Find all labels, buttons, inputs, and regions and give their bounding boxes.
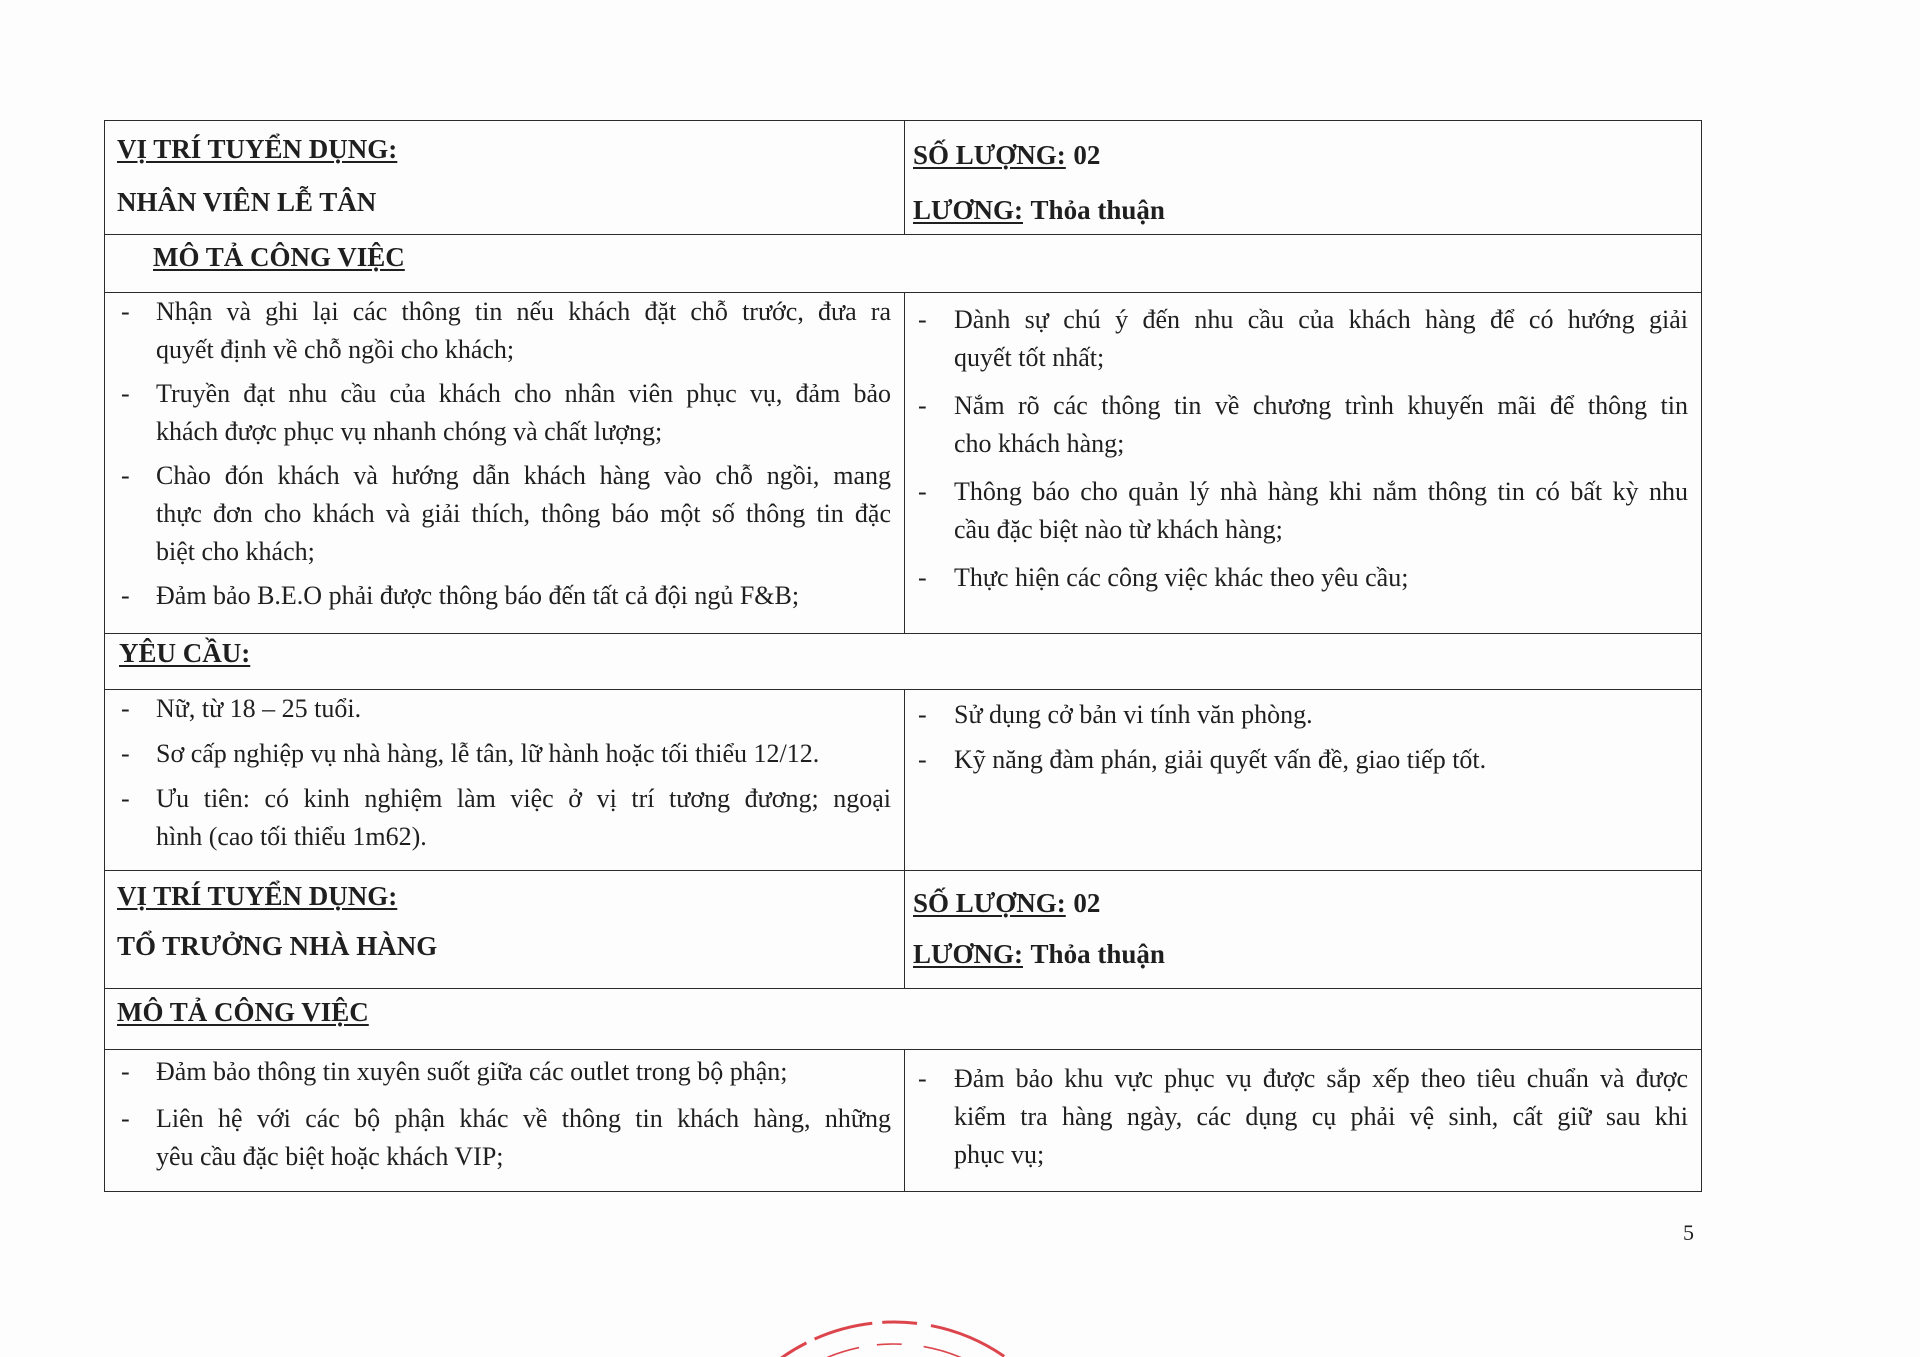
bullet-dash: - (918, 700, 927, 729)
quantity-line (913, 878, 1701, 929)
position-label-line (117, 871, 904, 921)
list-item (121, 577, 891, 615)
text-line: phục vụ; (954, 1140, 1045, 1169)
text-line: hình (cao tối thiểu 1m62). (156, 822, 427, 851)
list-item (121, 293, 891, 369)
quantity-value: 02 (1073, 140, 1101, 170)
recruitment-table (104, 120, 1702, 1192)
text-line: thực đơn cho khách và giải thích, thông báo một số thông tin đặc (156, 499, 891, 528)
text-line: Thông báo cho quản lý nhà hàng khi nắm thông tin có bất kỳ nhu (954, 477, 1688, 506)
bullet-dash: - (918, 745, 927, 774)
position-cell (105, 871, 905, 988)
list-item (121, 690, 891, 728)
description-heading-cell (105, 989, 1701, 1049)
stamp-inner-ring (770, 1344, 1020, 1357)
list-item (918, 741, 1688, 779)
description-right-list (905, 1050, 1701, 1191)
text-line: Đảm bảo khu vực phục vụ được sắp xếp theo tiêu chuẩn và được (954, 1064, 1688, 1093)
text-line: khách được phục vụ nhanh chóng và chất lượng; (156, 417, 663, 446)
salary-value: Thỏa thuận (1030, 195, 1165, 225)
list-item (918, 696, 1688, 734)
text-line: yêu cầu đặc biệt hoặc khách VIP; (156, 1142, 504, 1171)
position-label: VỊ TRÍ TUYỂN DỤNG: (117, 134, 398, 164)
text-line: kiểm tra hàng ngày, các dụng cụ phải vệ sinh, cất giữ sau khi (954, 1102, 1688, 1131)
quantity-salary-cell (905, 121, 1701, 234)
list-item (121, 780, 891, 856)
text-line: Thực hiện các công việc khác theo yêu cầu; (954, 563, 1409, 592)
requirements-left-list (105, 690, 905, 870)
stamp-outer-ring (770, 1322, 1020, 1357)
text-line: Chào đón khách và hướng dẫn khách hàng vào chỗ ngồi, mang (156, 461, 891, 490)
bullet-dash: - (121, 1104, 130, 1133)
bullet-dash: - (918, 391, 927, 420)
position-title: NHÂN VIÊN LỄ TÂN (117, 187, 377, 217)
description-row (105, 292, 1701, 633)
list-item (121, 1100, 891, 1176)
list-item (121, 457, 891, 571)
bullet-dash: - (918, 477, 927, 506)
text-line: cầu đặc biệt nào từ khách hàng; (954, 515, 1283, 544)
quantity-salary-cell (905, 871, 1701, 988)
list-item (121, 1053, 891, 1091)
description-heading: MÔ TẢ CÔNG VIỆC (153, 242, 405, 272)
bullet-dash: - (121, 379, 130, 408)
text-line: quyết định về chỗ ngồi cho khách; (156, 335, 515, 364)
description-right-list (905, 293, 1701, 633)
text-line: Sơ cấp nghiệp vụ nhà hàng, lễ tân, lữ hành hoặc tối thiểu 12/12. (156, 739, 820, 768)
description-heading-row (105, 988, 1701, 1049)
bullet-dash: - (918, 563, 927, 592)
text-line: Kỹ năng đàm phán, giải quyết vấn đề, giao tiếp tốt. (954, 745, 1487, 774)
description-heading-cell (105, 235, 1701, 292)
description-row (105, 1049, 1701, 1191)
page-number: 5 (1683, 1220, 1694, 1245)
bullet-dash: - (121, 739, 130, 768)
bullet-dash: - (918, 1064, 927, 1093)
requirements-heading-row (105, 633, 1701, 689)
position-label: VỊ TRÍ TUYỂN DỤNG: (117, 881, 398, 911)
text-line: Nắm rõ các thông tin về chương trình khuyến mãi để thông tin (954, 391, 1688, 420)
salary-line (913, 183, 1701, 238)
text-line: Đảm bảo thông tin xuyên suốt giữa các outlet trong bộ phận; (156, 1057, 788, 1086)
text-line: Nhận và ghi lại các thông tin nếu khách đặt chỗ trước, đưa ra (156, 297, 891, 326)
text-line: Sử dụng cở bản vi tính văn phòng. (954, 700, 1313, 729)
text-line: Đảm bảo B.E.O phải được thông báo đến tất cả đội ngủ F&B; (156, 581, 800, 610)
position-label-line (117, 123, 904, 176)
company-stamp (770, 1316, 1020, 1357)
text-line: Dành sự chú ý đến nhu cầu của khách hàng để có hướng giải (954, 305, 1688, 334)
position-cell (105, 121, 905, 234)
salary-line (913, 929, 1701, 980)
bullet-dash: - (121, 461, 130, 490)
list-item (918, 473, 1688, 549)
text-line: Ưu tiên: có kinh nghiệm làm việc ở vị trí tương đương; ngoại (156, 784, 891, 813)
text-line: Liên hệ với các bộ phận khác về thông tin khách hàng, những (156, 1104, 891, 1133)
list-item (918, 1060, 1688, 1174)
text-line: biệt cho khách; (156, 537, 315, 566)
description-heading-row (105, 234, 1701, 292)
position-header-row (105, 121, 1701, 234)
bullet-dash: - (121, 297, 130, 326)
salary-label: LƯƠNG: (913, 195, 1023, 225)
text-line: quyết tốt nhất; (954, 343, 1105, 372)
description-left-list (105, 1050, 905, 1191)
text-line: Truyền đạt nhu cầu của khách cho nhân viên phục vụ, đảm bảo (156, 379, 891, 408)
text-line: Nữ, từ 18 – 25 tuổi. (156, 694, 362, 723)
bullet-dash: - (121, 784, 130, 813)
salary-value: Thỏa thuận (1030, 939, 1165, 969)
position-title: TỔ TRƯỞNG NHÀ HÀNG (117, 931, 438, 961)
list-item (121, 375, 891, 451)
bullet-dash: - (121, 1057, 130, 1086)
bullet-dash: - (121, 581, 130, 610)
salary-label: LƯƠNG: (913, 939, 1023, 969)
list-item (121, 735, 891, 773)
bullet-dash: - (121, 694, 130, 723)
position-header-row (105, 870, 1701, 988)
quantity-label: SỐ LƯỢNG: (913, 888, 1066, 918)
quantity-line (913, 128, 1701, 183)
quantity-label: SỐ LƯỢNG: (913, 140, 1066, 170)
description-left-list (105, 293, 905, 633)
list-item (918, 559, 1688, 597)
requirements-right-list (905, 690, 1701, 870)
list-item (918, 387, 1688, 463)
requirements-row (105, 689, 1701, 870)
description-heading: MÔ TẢ CÔNG VIỆC (117, 997, 369, 1027)
quantity-value: 02 (1073, 888, 1101, 918)
requirements-heading: YÊU CẦU: (119, 638, 251, 668)
text-line: cho khách hàng; (954, 429, 1125, 458)
bullet-dash: - (918, 305, 927, 334)
list-item (918, 301, 1688, 377)
requirements-heading-cell (105, 634, 1701, 689)
